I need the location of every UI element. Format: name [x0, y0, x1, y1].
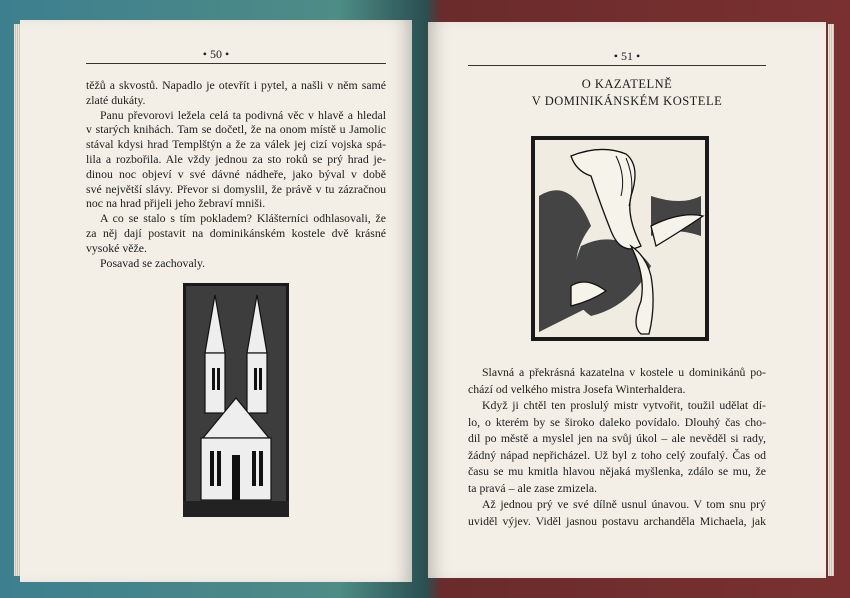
archangel-woodcut: [531, 136, 709, 341]
text-line: zlaté dukáty.: [86, 92, 146, 107]
church-towers-woodcut: [183, 283, 289, 517]
text-line: Slavná a překrásná kazatelna v kostele u dominikánů po-: [482, 365, 766, 379]
text-line: za něj dají postavit na dominikánském kostele dvě krásné: [86, 226, 386, 240]
text-line: žádný nápad nepřicházel. Už byl z toho celý zoufalý. Čas od: [468, 447, 766, 462]
text-line: noc na hrad přijeli jeho žebraví mniši.: [86, 196, 266, 211]
page-number: • 50 •: [202, 47, 230, 61]
text-line: Až jednou prý ve své dílně usnul únavou. V tom snu prý: [482, 497, 766, 511]
chapter-title-line2: V DOMINIKÁNSKÉM KOSTELE: [531, 94, 723, 108]
text-line: stával kdysi hrad Templštýn a že za válek jej cizí vojska spá-: [86, 137, 386, 152]
header-rule: [468, 65, 766, 66]
text-line: lo, o kterém by se široko daleko povídalo. Dlouhý čas cho-: [468, 414, 766, 429]
text-line: dinou noc objeví v své dávné nádheře, jako býval v době: [86, 166, 386, 181]
text-line: ta pravá – ale zase zmizela.: [468, 480, 598, 495]
chapter-title-line1: O KAZATELNĚ: [581, 77, 673, 91]
text-line: Když ji chtěl ten proslulý mistr vytvořit, toužil udělat dí-: [482, 398, 766, 412]
page-edges-right: [828, 24, 834, 576]
text-line: těžů a skvostů. Napadlo je otevřít i pytel, a našli v něm samé: [86, 78, 386, 92]
text-line: Posavad se zachovaly.: [100, 255, 206, 270]
right-page: [428, 22, 826, 578]
text-line: uviděl výjev. Viděl jasnou postavu archanděla Michaela, jak: [468, 513, 766, 528]
text-line: dil po městě a myslel jen na svůj úkol – ale nevěděl si rady,: [468, 431, 766, 445]
text-line: Panu převorovi ležela celá ta podivná věc v hlavě a hledal: [100, 107, 386, 122]
text-line: A co se stalo s tím pokladem? Klášterníci odhlasovali, že: [100, 211, 386, 226]
page-number: • 51 •: [613, 49, 641, 63]
text-line: lila a rozbořila. Ale vždy jednou za sto roků se prý hrad je-: [86, 152, 386, 166]
text-line: času se mu kmitla hlavou nějaká myšlenka, zdálo se mu, že: [468, 464, 766, 478]
text-line: vysoké věže.: [86, 240, 147, 255]
text-line: své největší slávy. Převor si domyslil, že právě v tu zázračnou: [86, 181, 386, 196]
header-rule: [86, 63, 386, 64]
text-line: chází od velkého mistra Josefa Winterhaldera.: [468, 381, 686, 396]
left-page: [20, 20, 412, 582]
text-line: v starých knihách. Tam se dočetl, že na onom místě u Jamolic: [86, 122, 386, 137]
